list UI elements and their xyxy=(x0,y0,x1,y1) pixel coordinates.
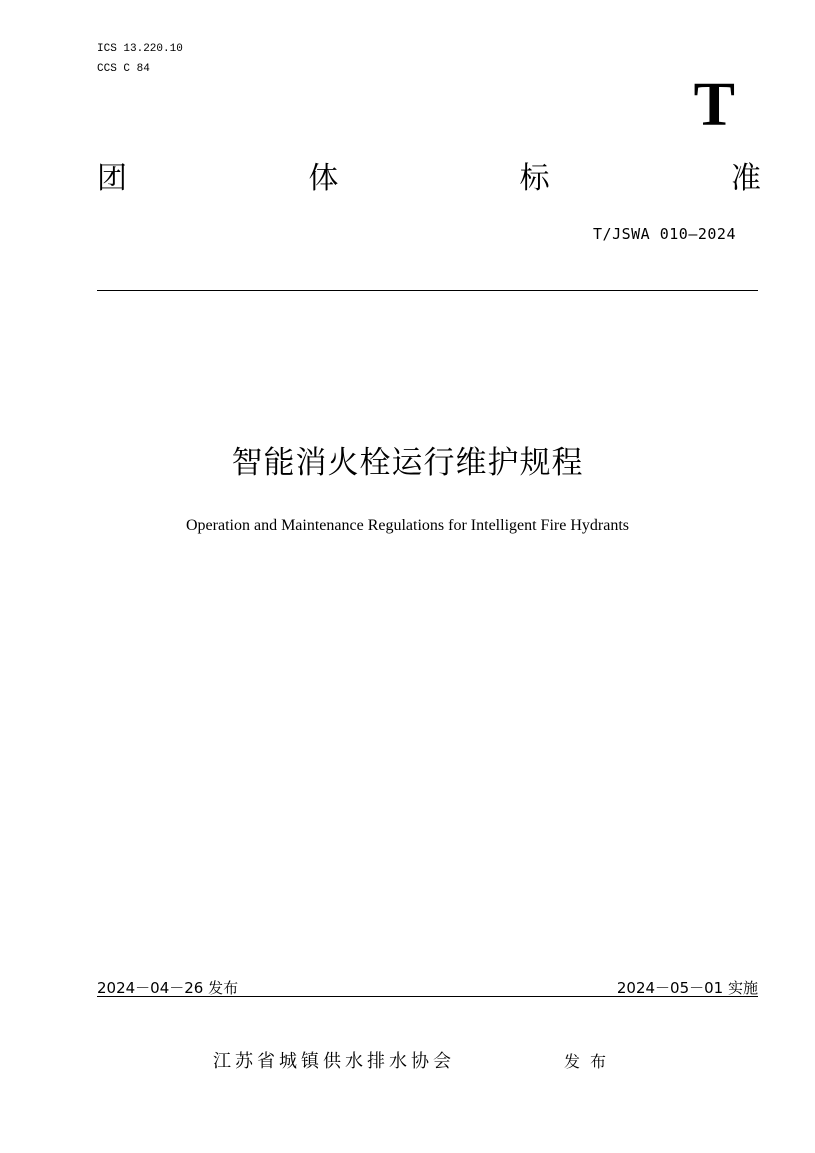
standard-type-char: 体 xyxy=(308,161,339,196)
ccs-code: CCS C 84 xyxy=(97,63,150,75)
implement-date: 2024－05－01 实施 xyxy=(616,979,758,997)
standard-type-char: 团 xyxy=(97,161,127,196)
standard-type-char: 准 xyxy=(730,161,761,196)
top-divider xyxy=(97,290,758,291)
issuing-organization: 江苏省城镇供水排水协会 xyxy=(213,1051,455,1072)
document-title-chinese: 智能消火栓运行维护规程 xyxy=(231,445,584,481)
publish-date: 2024－04－26 发布 xyxy=(97,979,239,997)
standard-type-char: 标 xyxy=(519,161,550,196)
bottom-divider xyxy=(97,996,758,997)
release-label: 发布 xyxy=(564,1052,617,1071)
standard-number: T/JSWA 010—2024 xyxy=(593,225,736,243)
document-title-english: Operation and Maintenance Regulations for Intelligent Fire Hydrants xyxy=(186,517,629,534)
category-letter: T xyxy=(693,71,735,139)
ics-code: ICS 13.220.10 xyxy=(97,43,183,55)
standard-type-heading xyxy=(97,160,761,198)
